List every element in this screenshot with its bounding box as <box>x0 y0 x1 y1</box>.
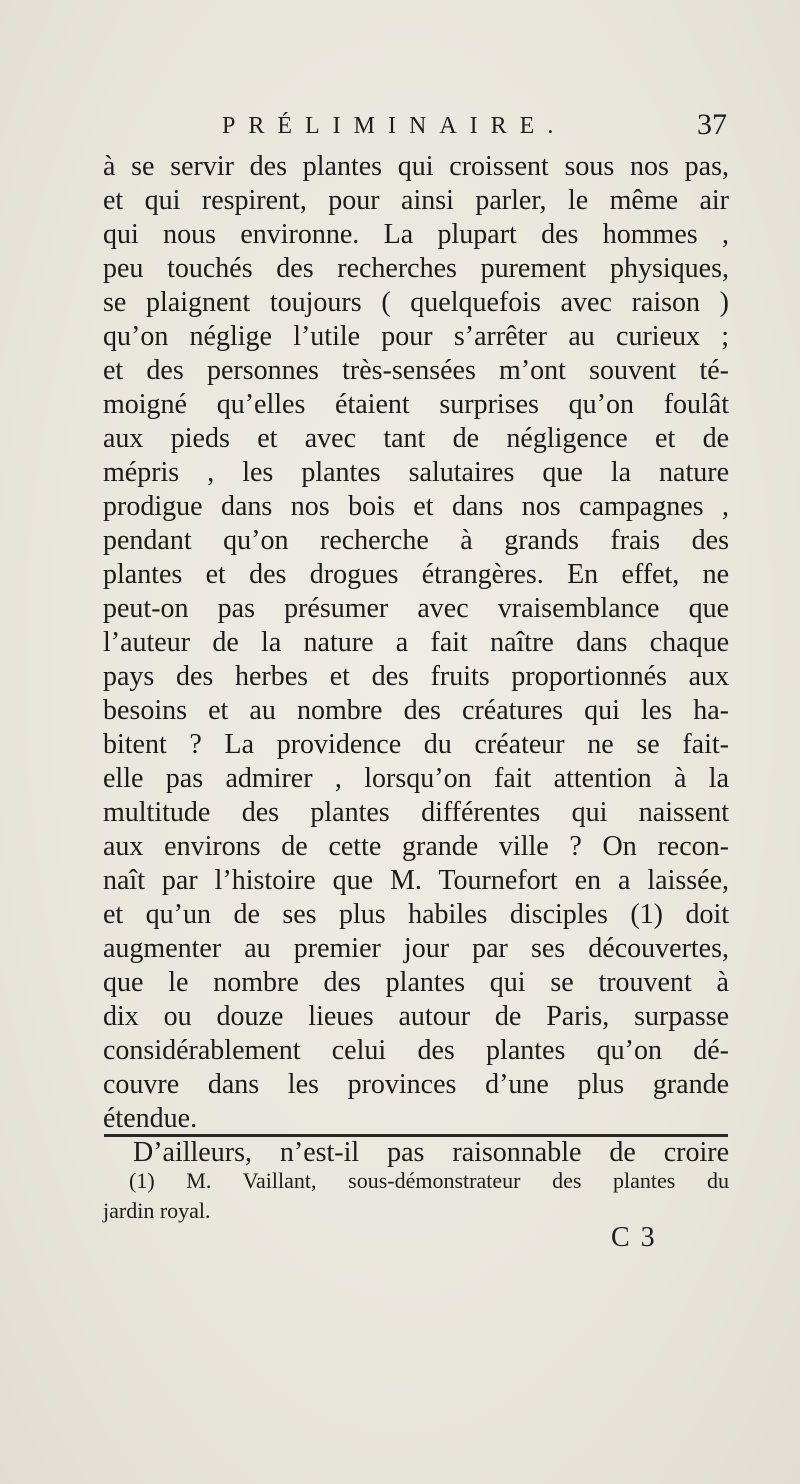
footnote-line: (1) M. Vaillant, sous-démonstrateur des plantes du <box>129 1168 729 1193</box>
text-line: aux environs de cette grande ville ? On recon- <box>103 831 729 862</box>
text-line: bitent ? La providence du créateur ne se fait- <box>103 729 729 760</box>
text-line: l’auteur de la nature a fait naître dans chaque <box>103 627 729 658</box>
text-line: peut-on pas présumer avec vraisemblance que <box>103 593 729 624</box>
text-line: besoins et au nombre des créatures qui les ha- <box>103 695 729 726</box>
text-line: pendant qu’on recherche à grands frais des <box>103 525 729 556</box>
text-line: qu’on néglige l’utile pour s’arrêter au curieux ; <box>103 321 729 352</box>
text-line: couvre dans les provinces d’une plus grande <box>103 1069 729 1100</box>
text-line: à se servir des plantes qui croissent sous nos pas, <box>103 151 729 182</box>
text-line: mépris , les plantes salutaires que la nature <box>103 457 729 488</box>
page-number: 37 <box>697 108 727 141</box>
text-line: et qu’un de ses plus habiles disciples (1) doit <box>103 899 729 930</box>
text-line: se plaignent toujours ( quelquefois avec raison ) <box>103 287 729 318</box>
text-line: aux pieds et avec tant de négligence et de <box>103 423 729 454</box>
paragraph-start-line: D’ailleurs, n’est-il pas raisonnable de croire <box>133 1137 729 1168</box>
text-line: et qui respirent, pour ainsi parler, le même air <box>103 185 729 216</box>
footnote-rule <box>104 1134 728 1137</box>
body-text <box>103 150 729 1170</box>
text-line: prodigue dans nos bois et dans nos campagnes , <box>103 491 729 522</box>
text-line: naît par l’histoire que M. Tournefort en a laissée, <box>103 865 729 896</box>
text-line: multitude des plantes différentes qui naissent <box>103 797 729 828</box>
text-line: plantes et des drogues étrangères. En effet, ne <box>103 559 729 590</box>
signature-mark: C 3 <box>611 1222 657 1253</box>
text-line: que le nombre des plantes qui se trouvent à <box>103 967 729 998</box>
text-line: considérablement celui des plantes qu’on dé- <box>103 1035 729 1066</box>
footnote-line: jardin royal. <box>103 1198 211 1223</box>
text-line: elle pas admirer , lorsqu’on fait attention à la <box>103 763 729 794</box>
text-line: pays des herbes et des fruits proportionnés aux <box>103 661 729 692</box>
text-line: dix ou douze lieues autour de Paris, surpasse <box>103 1001 729 1032</box>
text-line: moigné qu’elles étaient surprises qu’on foulât <box>103 389 729 420</box>
text-line: qui nous environne. La plupart des hommes , <box>103 219 729 250</box>
paragraph-end-line: étendue. <box>103 1103 198 1134</box>
running-head: PRÉLIMINAIRE. <box>222 113 567 139</box>
text-line: peu touchés des recherches purement physiques, <box>103 253 729 284</box>
text-line: augmenter au premier jour par ses découvertes, <box>103 933 729 964</box>
text-line: et des personnes très-sensées m’ont souvent té- <box>103 355 729 386</box>
footnote <box>103 1166 729 1226</box>
